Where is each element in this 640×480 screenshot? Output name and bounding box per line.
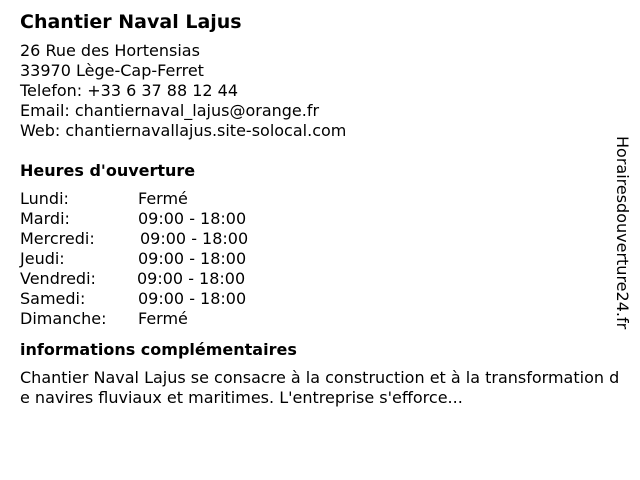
day-label: Dimanche: xyxy=(20,309,107,328)
business-card xyxy=(20,10,620,408)
address-city: 33970 Lège-Cap-Ferret xyxy=(20,61,204,80)
day-label: Jeudi: xyxy=(20,249,65,268)
hours-row-lundi xyxy=(20,189,620,209)
hours-row-vendredi xyxy=(20,269,620,289)
day-label: Samedi: xyxy=(20,289,86,308)
day-time: 09:00 - 18:00 xyxy=(140,229,249,248)
day-time: 09:00 - 18:00 xyxy=(138,209,247,228)
web-line: Web: chantiernavallajus.site-solocal.com xyxy=(20,121,347,140)
watermark-text: Horairesdouverture24.fr xyxy=(613,136,632,330)
day-label: Mercredi: xyxy=(20,229,95,248)
company-name: Chantier Naval Lajus xyxy=(20,11,242,33)
day-label: Mardi: xyxy=(20,209,70,228)
day-time: 09:00 - 18:00 xyxy=(137,269,246,288)
hours-row-jeudi xyxy=(20,249,620,269)
day-time: Fermé xyxy=(138,309,188,328)
day-time: 09:00 - 18:00 xyxy=(138,249,247,268)
day-label: Lundi: xyxy=(20,189,69,208)
info-title: informations complémentaires xyxy=(20,340,297,359)
day-label: Vendredi: xyxy=(20,269,96,288)
day-time: 09:00 - 18:00 xyxy=(138,289,247,308)
phone-line: Telefon: +33 6 37 88 12 44 xyxy=(20,81,239,100)
hours-row-mercredi xyxy=(20,229,620,249)
hours-row-samedi xyxy=(20,289,620,309)
address-street: 26 Rue des Hortensias xyxy=(20,41,200,60)
contact-block xyxy=(20,41,620,141)
info-text: Chantier Naval Lajus se consacre à la construction et à la transformation de navires fluviaux et maritimes. L'entreprise s'efforce... xyxy=(20,368,620,407)
hours-row-mardi xyxy=(20,209,620,229)
email-line: Email: chantiernaval_lajus@orange.fr xyxy=(20,101,320,120)
day-time: Fermé xyxy=(138,189,188,208)
hours-title: Heures d'ouverture xyxy=(20,161,196,180)
hours-table xyxy=(20,189,620,329)
hours-row-dimanche xyxy=(20,309,620,329)
